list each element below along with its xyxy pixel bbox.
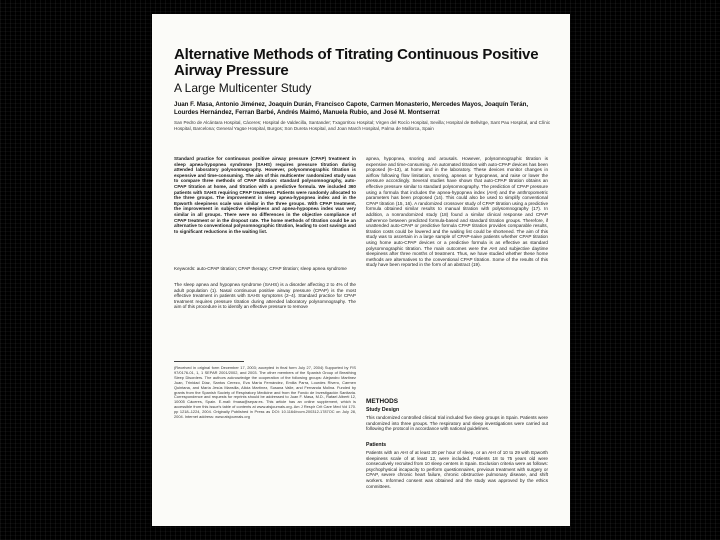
right-column-text (366, 156, 548, 394)
study-design-text: This randomized controlled clinical trial included five sleep groups in Spain. Patients were randomized into three groups. The respiratory and sleep investigations were carried out following the protocol in accordance with national guidelines. (366, 415, 548, 432)
article-title: Alternative Methods of Titrating Continuous Positive Airway Pressure (174, 46, 539, 79)
methods-heading: METHODS (366, 398, 398, 405)
patients-heading: Patients (366, 442, 387, 448)
abstract (174, 156, 356, 262)
patients-text: Patients with an AHI of at least 30 per hour of sleep, or an AHI of 10 to 29 with Epworth sleepiness scale of at least 12, were included. Patients 18 to 75 years old were consecutively recruited from 10 sleep centers in Spain. Exclusion criteria were as follows: psychophysical incapacity to perform questionnaires, previous treatment with surgery or CPAP, severe chronic heart failure, chronic obstructive pulmonary disease, and shift workers. Informed consent was obtained and the study was approved by the ethics committees. (366, 450, 548, 489)
affiliations: San Pedro de Alcántara Hospital, Cáceres; Hospital de Valdecilla, Santander; Txagorritxu Hospital; Virgen del Rocío Hospital, Sevilla; Hospital de Bellvitge, Sant Pau Hospital, and Clínic Hospital, Barcelona; General Yagüe Hospital, Burgos; Son Dureta Hospital, and Joan March Hospital, Palma de Mallorca, Spain (174, 120, 551, 131)
footnote-divider (174, 361, 244, 362)
article-subtitle: A Large Multicenter Study (174, 81, 312, 95)
keywords: Keywords: auto-CPAP titration; CPAP therapy; CPAP titration; sleep apnea syndrome (174, 266, 347, 271)
footnotes: (Received in original form December 17, 2003; accepted in final form July 27, 2004) Supported by FIS 97/0176-01, 1, 1 SEPAR 2001/2002, and 2003. The other members of the Spanish Group of Breathing Sleep Disorders. The authors acknowledge the cooperation of the following groups: Alejandro Martinez Juan, Trinidad Díaz, Santos Cerezo, Eva María Fernández, Emilia Parra, Lourdes Rivero, Carmen Quintana, and María Jesús Mansilla, Alicia Martínez, Susana Valle, and Fernanda Molina. Funded by grants from the Spanish Society of Respiratory Medicine and from the Fondo de Investigación Sanitaria. Correspondence and requests for reprints should be addressed to Juan F. Masa, M.D., Rafael Alberti 12, 10005 Cáceres, Spain. E-mail: fmasa@separ.es. This article has an online supplement, which is accessible from this issue's table of contents at www.atsjournals.org. Am J Respir Crit Care Med Vol 170. pp 1218–1224, 2004. Originally Published in Press as DOI: 10.1164/rccm.200312-1787OC on July 28, 2004. Internet address: www.atsjournals.org (174, 366, 356, 420)
author-list: Juan F. Masa, Antonio Jiménez, Joaquín Durán, Francisco Capote, Carmen Monasterio, Mercedes Mayos, Joaquín Terán, Lourdes Hernández, Ferran Barbé, Andrés Maimó, Manuela Rubio, and José M. Montserrat (174, 101, 529, 116)
study-design-heading: Study Design (366, 407, 400, 413)
article-page (152, 14, 570, 526)
abstract-text: Standard practice for continuous positive airway pressure (CPAP) treatment in sleep apnea-hypopnea syndrome (SAHS) requires pressure titration during attended laboratory polysomnography. However, polysomnographic titration is expensive and time-consuming. The aim of this multicenter randomized study was to compare three methods of CPAP titration: standard polysomnography, auto-CPAP titration at home, and titration with a predictive formula. We included 360 patients with SAHS requiring CPAP treatment. Patients were randomly allocated to the three groups. The improvement in sleep apnea-hypopnea index and in the Epworth sleepiness scale was similar in the three groups. With CPAP treatment, the improvement in subjective sleepiness and apnea-hypopnea index was very similar in all groups. There were no differences in the objective compliance of CPAP treatment or in the dropout rate. The home methods of titration could be an alternative to conventional polysomnographic titration, leading to cost savings and to significant reductions in the waiting list. (174, 156, 356, 234)
introduction-text (174, 282, 356, 356)
right-column-paragraph: apnea, hypopnea, snoring and arousals. However, polysomnographic titration is expensive and time-consuming. An automated titration with auto-CPAP devices has been proposed (6–13), at home and in the laboratory. These devices monitor changes in airflow following flow limitation, snoring, apneas or hypopneas, and raise or lower the pressure accordingly. Several studies have shown that auto-CPAP titration obtains an effective pressure similar to standard polysomnography. The prediction of CPAP pressure using a formula that includes the apnea-hypopnea index (AHI) and the anthropometric parameters has been proposed (14). This could also be used to simplify conventional CPAP titration (15, 16). A randomized crossover study of CPAP titration using a predictive formula obtained similar results to manual titration with polysomnography (17). In addition, a nonrandomized study (18) found a similar clinical response and CPAP adherence between predicted formula-based and standard titration groups. Therefore, if unattended auto-CPAP or predictive formula CPAP titration provides comparable results, titration costs could be lowered and the waiting list could be shortened. The aim of this study was to ascertain in a large sample of CPAP-naive patients whether CPAP titration using home auto-CPAP devices or a predictive formula is as effective as standard polysomnographic titration. The main outcomes were the AHI and subjective daytime sleepiness after three months of treatment. Thus, we have studied whether these home methods are alternatives to the conventional CPAP titration. Some of the results of this study have been reported in the form of an abstract (19). (366, 156, 548, 268)
introduction-paragraph: The sleep apnea and hypopnea syndrome (SAHS) is a disorder affecting 2 to 4% of the adult population (1). Nasal continuous positive airway pressure (CPAP) is the most effective treatment in patients with SAHS symptoms (2–4). Standard practice for CPAP treatment requires pressure titration during attended laboratory polysomnography. The aim of this procedure is to identify an effective pressure to remove (174, 282, 356, 310)
